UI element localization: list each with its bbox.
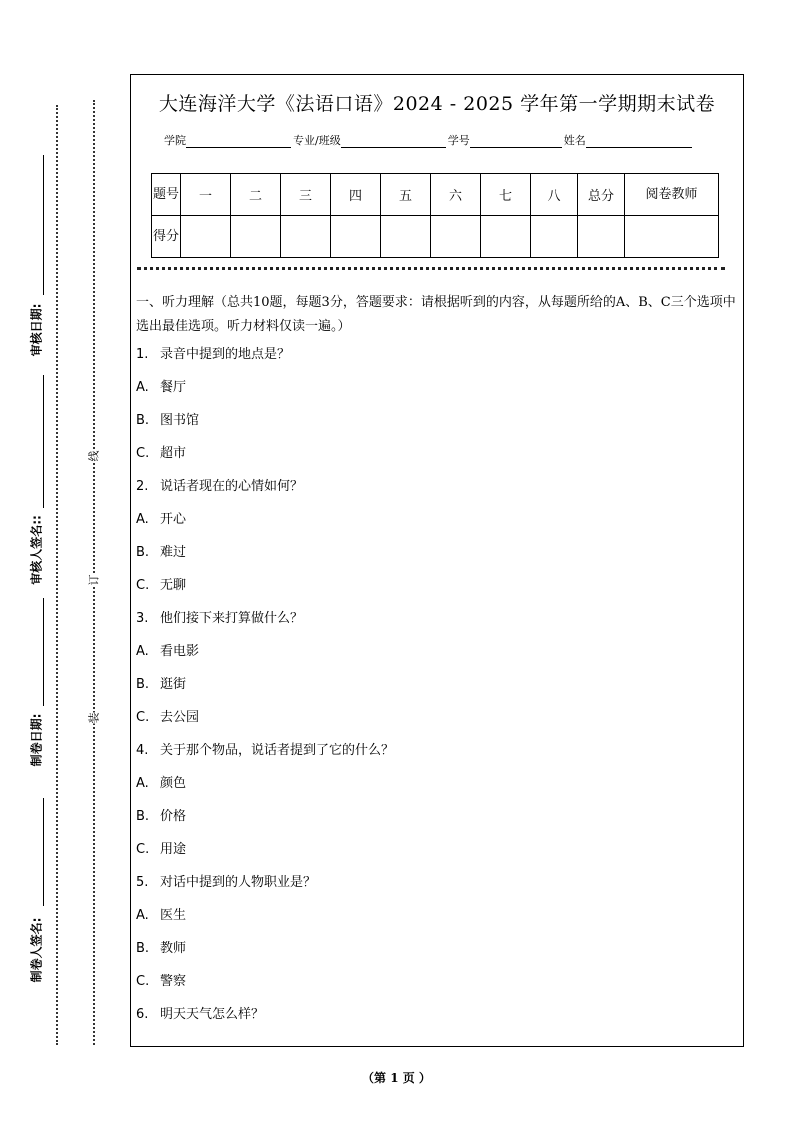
reviewer-label: 阅卷教师 — [625, 174, 719, 216]
answer-option — [136, 543, 739, 576]
col-3: 三 — [281, 174, 331, 216]
question-text: 明天天气怎么样？ — [160, 1007, 265, 1022]
question-number: 5. — [136, 875, 149, 890]
option-letter: B. — [136, 677, 150, 692]
option-letter: C. — [136, 578, 150, 593]
question-number: 6. — [136, 1007, 149, 1022]
reviewer-cell[interactable] — [625, 216, 719, 258]
option-text: 餐厅 — [160, 380, 187, 395]
score-table-header-row — [152, 174, 719, 216]
binding-char-line: 线 — [87, 450, 101, 462]
answer-option — [136, 906, 739, 939]
question-item — [136, 477, 739, 510]
exam-title: 大连海洋大学《法语口语》2024 - 2025 学年第一学期期末试卷 — [158, 93, 716, 115]
score-cell[interactable] — [281, 216, 331, 258]
answer-option — [136, 642, 739, 675]
answer-option — [136, 510, 739, 543]
question-text: 说话者现在的心情如何？ — [160, 479, 304, 494]
page-number: （第 1 页 ） — [362, 1071, 431, 1085]
option-text: 价格 — [160, 809, 187, 824]
option-letter: B. — [136, 545, 150, 560]
option-text: 看电影 — [160, 644, 200, 659]
question-item — [136, 873, 739, 906]
name-field[interactable] — [586, 135, 692, 148]
answer-option — [136, 807, 739, 840]
question-list — [136, 345, 739, 1038]
score-cell[interactable] — [481, 216, 531, 258]
exam-content — [136, 291, 739, 1038]
option-letter: A. — [136, 776, 149, 791]
student-info-row — [164, 132, 694, 148]
question-number: 4. — [136, 743, 149, 758]
option-text: 颜色 — [160, 776, 187, 791]
question-item — [136, 1005, 739, 1038]
option-text: 用途 — [160, 842, 187, 857]
option-letter: A. — [136, 908, 149, 923]
option-text: 教师 — [160, 941, 187, 956]
option-letter: C. — [136, 710, 150, 725]
option-text: 逛街 — [160, 677, 187, 692]
question-text: 对话中提到的人物职业是？ — [160, 875, 317, 890]
col-7: 七 — [481, 174, 531, 216]
name-label: 姓名 — [563, 134, 586, 147]
answer-option — [136, 939, 739, 972]
question-item — [136, 609, 739, 642]
question-number: 2. — [136, 479, 149, 494]
option-letter: A. — [136, 512, 149, 527]
option-text: 难过 — [160, 545, 187, 560]
col-8: 八 — [531, 174, 578, 216]
score-cell[interactable] — [181, 216, 231, 258]
col-1: 一 — [181, 174, 231, 216]
score-cell[interactable] — [531, 216, 578, 258]
binding-char-staple: 订 — [87, 574, 101, 586]
answer-option — [136, 576, 739, 609]
score-cell[interactable] — [381, 216, 431, 258]
paper-date-label: 制卷日期: — [29, 713, 44, 767]
cut-line-inner — [93, 100, 95, 1045]
option-text: 图书馆 — [160, 413, 200, 428]
col-5: 五 — [381, 174, 431, 216]
answer-option — [136, 774, 739, 807]
option-letter: B. — [136, 809, 150, 824]
section-heading: 一、听力理解（总共10题，每题3分，答题要求：请根据听到的内容，从每题所给的A、B、C三个选项中选出最佳选项。听力材料仅读一遍。） — [136, 295, 736, 334]
option-letter: A. — [136, 644, 149, 659]
question-number-label: 题号 — [152, 174, 181, 216]
option-letter: B. — [136, 941, 150, 956]
answer-option — [136, 840, 739, 873]
question-text: 关于那个物品，说话者提到了它的什么？ — [160, 743, 395, 758]
college-field[interactable] — [186, 135, 291, 148]
option-letter: C. — [136, 446, 150, 461]
college-label: 学院 — [164, 134, 186, 147]
question-item — [136, 741, 739, 774]
reviewer-signature-label: 审核人签名:: — [29, 515, 44, 585]
option-text: 开心 — [160, 512, 187, 527]
answer-option — [136, 675, 739, 708]
option-text: 医生 — [160, 908, 187, 923]
option-letter: C. — [136, 842, 150, 857]
answer-option — [136, 708, 739, 741]
major-field[interactable] — [341, 135, 446, 148]
option-letter: B. — [136, 413, 150, 428]
question-number: 1. — [136, 347, 149, 362]
col-total: 总分 — [578, 174, 625, 216]
col-2: 二 — [231, 174, 281, 216]
binding-char-bind: 装 — [87, 712, 101, 724]
major-label: 专业/班级 — [293, 134, 341, 147]
option-letter: C. — [136, 974, 150, 989]
answer-option — [136, 444, 739, 477]
separator-dotted-line — [137, 267, 725, 270]
score-label: 得分 — [152, 216, 181, 258]
answer-option — [136, 378, 739, 411]
option-text: 去公园 — [160, 710, 200, 725]
option-text: 警察 — [160, 974, 187, 989]
option-letter: A. — [136, 380, 149, 395]
review-date-line — [43, 155, 44, 295]
score-cell[interactable] — [331, 216, 381, 258]
paper-date-line — [43, 598, 44, 706]
col-4: 四 — [331, 174, 381, 216]
question-item — [136, 345, 739, 378]
paper-author-signature-label: 制卷人签名: — [29, 917, 44, 983]
score-cell[interactable] — [578, 216, 625, 258]
cut-line-outer — [56, 105, 58, 1045]
paper-author-signature-line — [43, 798, 44, 906]
score-table — [151, 173, 719, 258]
answer-option — [136, 972, 739, 1005]
question-text: 录音中提到的地点是？ — [160, 347, 291, 362]
score-cell[interactable] — [231, 216, 281, 258]
reviewer-signature-line — [43, 375, 44, 508]
student-id-field[interactable] — [470, 135, 562, 148]
exam-frame — [130, 74, 744, 1047]
question-number: 3. — [136, 611, 149, 626]
option-text: 超市 — [160, 446, 187, 461]
question-text: 他们接下来打算做什么？ — [160, 611, 304, 626]
student-id-label: 学号 — [447, 134, 470, 147]
col-6: 六 — [431, 174, 481, 216]
answer-option — [136, 411, 739, 444]
review-date-label: 审核日期: — [29, 303, 44, 357]
score-cell[interactable] — [431, 216, 481, 258]
score-table-score-row — [152, 216, 719, 258]
option-text: 无聊 — [160, 578, 187, 593]
